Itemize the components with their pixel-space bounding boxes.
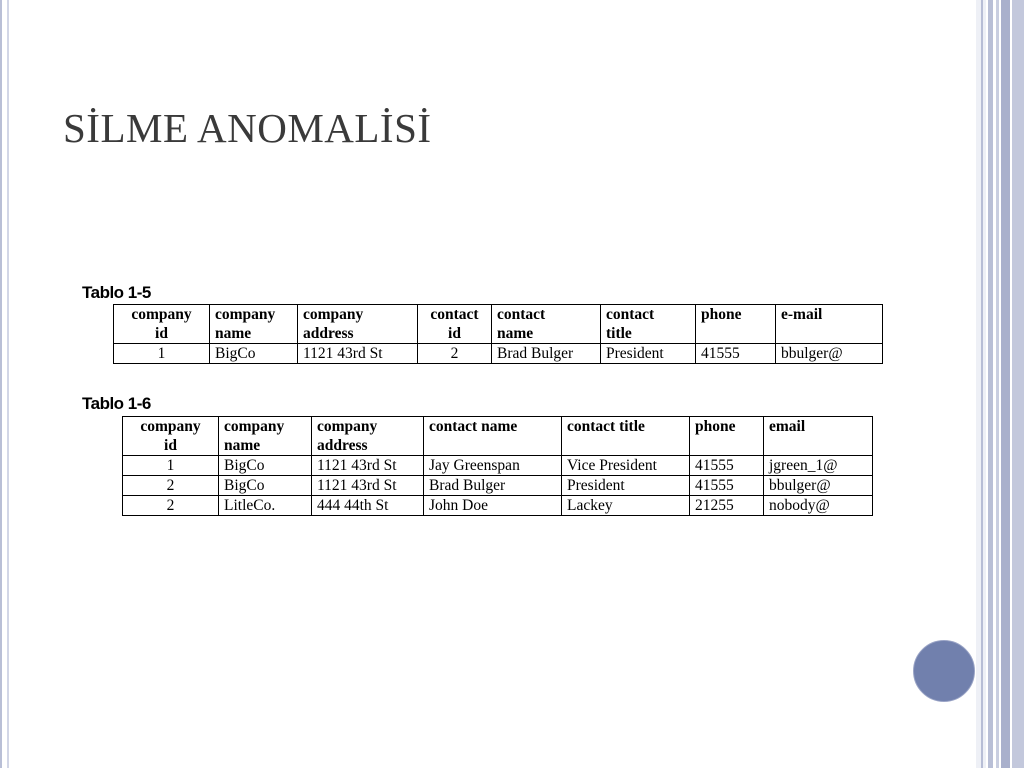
table-header-row (114, 305, 883, 344)
cell-contact-name: Jay Greenspan (424, 456, 562, 476)
cell-company-id: 2 (123, 496, 219, 516)
header-company-address: company address (298, 305, 418, 344)
decorative-circle (913, 640, 975, 702)
header-contact-id: contact id (418, 305, 492, 344)
cell-contact-title: Vice President (562, 456, 690, 476)
cell-email: bbulger@ (764, 476, 873, 496)
cell-email: bbulger@ (776, 344, 883, 364)
cell-company-name: BigCo (219, 476, 312, 496)
table-row (123, 456, 873, 476)
cell-company-address: 444 44th St (312, 496, 424, 516)
table-1-caption: Tablo 1-5 (82, 283, 151, 302)
table-2-caption: Tablo 1-6 (82, 394, 151, 413)
header-company-id: company id (114, 305, 210, 344)
cell-contact-name: Brad Bulger (424, 476, 562, 496)
slide-title: SİLME ANOMALİSİ (63, 105, 432, 151)
cell-company-address: 1121 43rd St (312, 476, 424, 496)
header-phone: phone (696, 305, 776, 344)
cell-company-address: 1121 43rd St (298, 344, 418, 364)
table-2 (122, 416, 873, 516)
cell-contact-title: President (601, 344, 696, 364)
header-phone: phone (690, 417, 764, 456)
cell-contact-name: John Doe (424, 496, 562, 516)
table-1 (113, 304, 883, 364)
cell-phone: 41555 (696, 344, 776, 364)
slide-right-decoration (976, 0, 1024, 768)
cell-contact-title: President (562, 476, 690, 496)
header-company-name: company name (210, 305, 298, 344)
cell-company-name: BigCo (210, 344, 298, 364)
header-email: e-mail (776, 305, 883, 344)
cell-company-name: LitleCo. (219, 496, 312, 516)
cell-contact-name: Brad Bulger (492, 344, 601, 364)
header-contact-name: contact name (492, 305, 601, 344)
cell-phone: 21255 (690, 496, 764, 516)
table-header-row (123, 417, 873, 456)
cell-contact-title: Lackey (562, 496, 690, 516)
cell-company-id: 1 (114, 344, 210, 364)
cell-company-id: 1 (123, 456, 219, 476)
header-contact-title: contact title (601, 305, 696, 344)
cell-email: jgreen_1@ (764, 456, 873, 476)
cell-phone: 41555 (690, 456, 764, 476)
table-row (114, 344, 883, 364)
header-email: email (764, 417, 873, 456)
header-contact-title: contact title (562, 417, 690, 456)
cell-company-address: 1121 43rd St (312, 456, 424, 476)
slide-left-border (0, 0, 11, 768)
header-contact-name: contact name (424, 417, 562, 456)
header-company-address: company address (312, 417, 424, 456)
cell-email: nobody@ (764, 496, 873, 516)
cell-company-name: BigCo (219, 456, 312, 476)
cell-phone: 41555 (690, 476, 764, 496)
header-company-id: company id (123, 417, 219, 456)
table-row (123, 476, 873, 496)
header-company-name: company name (219, 417, 312, 456)
cell-company-id: 2 (123, 476, 219, 496)
table-row (123, 496, 873, 516)
cell-contact-id: 2 (418, 344, 492, 364)
